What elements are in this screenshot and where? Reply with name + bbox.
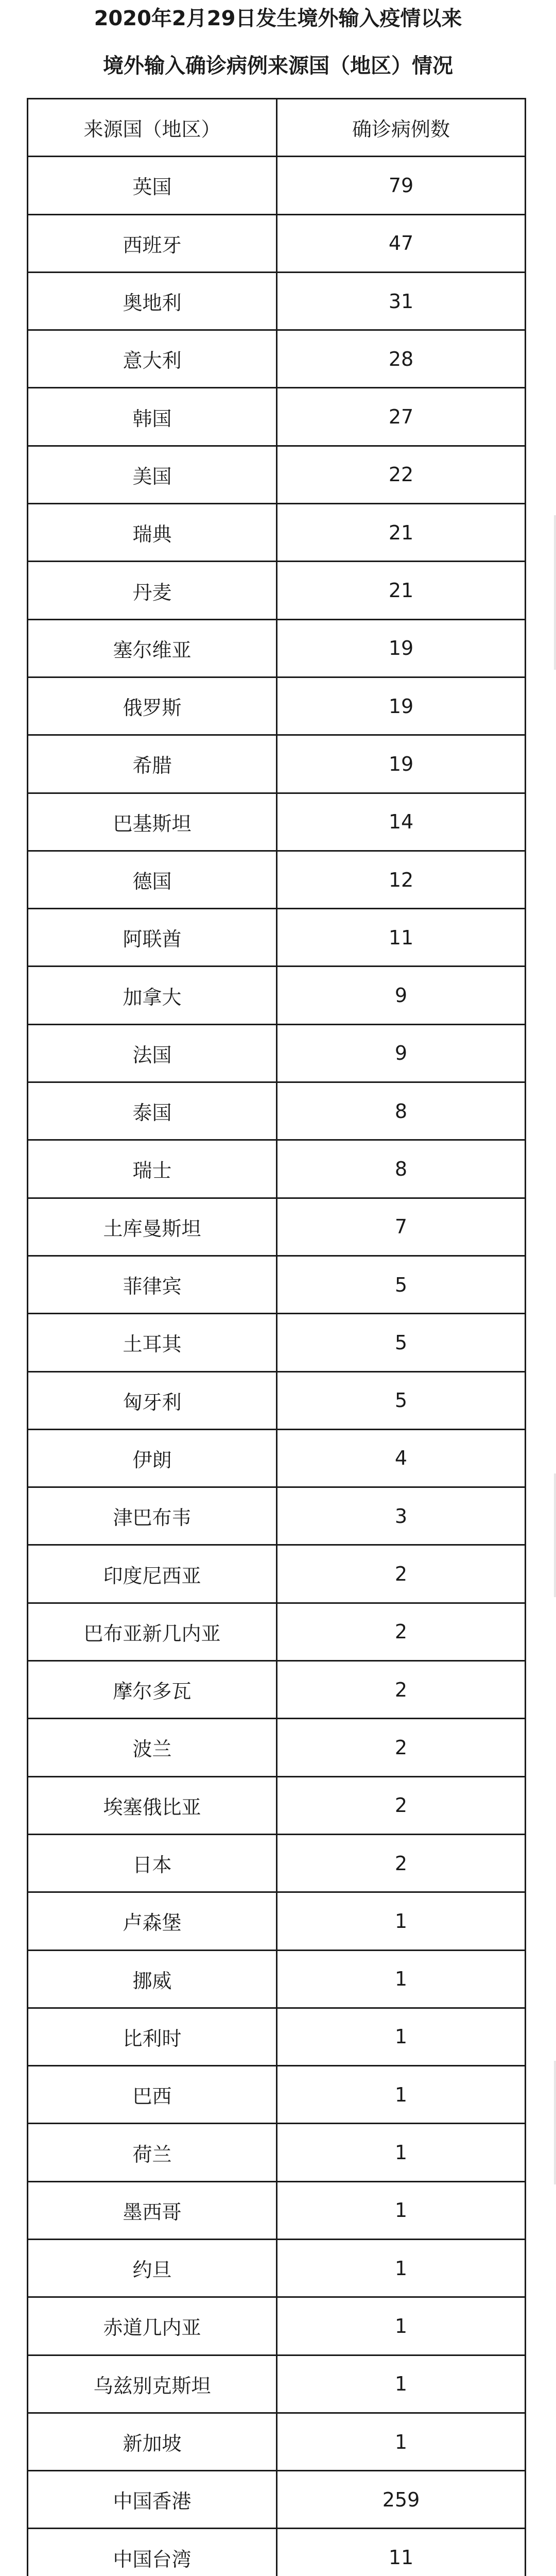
page-title: 2020年2月29日发生境外输入疫情以来 — [94, 7, 462, 30]
table-cell-region: 意大利 — [28, 330, 277, 388]
table-cell-count: 1 — [277, 1892, 526, 1950]
table-row — [28, 388, 526, 446]
table-cell-count: 1 — [277, 2413, 526, 2470]
table-cell-region: 伊朗 — [28, 1429, 277, 1487]
scrollbar-track-hint — [554, 515, 556, 670]
table-row — [28, 1082, 526, 1140]
table-cell-count: 19 — [277, 619, 526, 677]
table-cell-region: 津巴布韦 — [28, 1487, 277, 1545]
table-row — [28, 1314, 526, 1371]
table-cell-region: 西班牙 — [28, 214, 277, 272]
table-cell-count: 259 — [277, 2471, 526, 2529]
table-cell-count: 27 — [277, 388, 526, 446]
table-row — [28, 1487, 526, 1545]
table-cell-region: 卢森堡 — [28, 1892, 277, 1950]
table-cell-region: 挪威 — [28, 1950, 277, 2008]
table-cell-region: 埃塞俄比亚 — [28, 1776, 277, 1834]
table-cell-region: 英国 — [28, 157, 277, 214]
table-row — [28, 2066, 526, 2124]
table-cell-region: 墨西哥 — [28, 2181, 277, 2239]
table-cell-count: 9 — [277, 1024, 526, 1082]
table-cell-count: 1 — [277, 2066, 526, 2124]
table-cell-region: 乌兹别克斯坦 — [28, 2355, 277, 2413]
table-row — [28, 2355, 526, 2413]
table-cell-region: 俄罗斯 — [28, 677, 277, 735]
table-cell-region: 阿联酋 — [28, 909, 277, 967]
table-row — [28, 2181, 526, 2239]
table-row — [28, 214, 526, 272]
table-cell-count: 1 — [277, 2297, 526, 2355]
table-cell-region: 中国香港 — [28, 2471, 277, 2529]
table-cell-count: 3 — [277, 1487, 526, 1545]
table-cell-region: 美国 — [28, 446, 277, 503]
table-cell-count: 1 — [277, 1950, 526, 2008]
table-cell-region: 新加坡 — [28, 2413, 277, 2470]
table-row — [28, 157, 526, 214]
table-cell-count: 19 — [277, 735, 526, 793]
table-cell-region: 匈牙利 — [28, 1371, 277, 1429]
table-cell-region: 土耳其 — [28, 1314, 277, 1371]
table-cell-count: 21 — [277, 504, 526, 562]
table-row — [28, 1892, 526, 1950]
table-row — [28, 1950, 526, 2008]
table-cell-region: 希腊 — [28, 735, 277, 793]
table-cell-count: 4 — [277, 1429, 526, 1487]
table-cell-count: 28 — [277, 330, 526, 388]
scrollbar-track-hint — [554, 2061, 556, 2184]
table-row — [28, 330, 526, 388]
table-row — [28, 619, 526, 677]
table-cell-count: 11 — [277, 909, 526, 967]
table-cell-region: 奥地利 — [28, 272, 277, 330]
table-cell-count: 14 — [277, 793, 526, 851]
table-cell-region: 印度尼西亚 — [28, 1545, 277, 1603]
table-cell-count: 5 — [277, 1256, 526, 1313]
table-cell-region: 巴基斯坦 — [28, 793, 277, 851]
table-cell-count: 1 — [277, 2239, 526, 2297]
header-confirmed-count: 确诊病例数 — [277, 99, 526, 157]
table-cell-count: 1 — [277, 2355, 526, 2413]
table-row — [28, 562, 526, 619]
table-row — [28, 735, 526, 793]
table-cell-count: 8 — [277, 1082, 526, 1140]
table-row — [28, 1024, 526, 1082]
table-row — [28, 504, 526, 562]
table-header-row — [28, 99, 526, 157]
scrollbar-track-hint — [554, 1473, 556, 1597]
table-row — [28, 909, 526, 967]
table-cell-region: 瑞典 — [28, 504, 277, 562]
table-cell-count: 47 — [277, 214, 526, 272]
table-cell-region: 约旦 — [28, 2239, 277, 2297]
table-row — [28, 2297, 526, 2355]
table-cell-region: 德国 — [28, 851, 277, 908]
table-row — [28, 2239, 526, 2297]
table-cell-count: 79 — [277, 157, 526, 214]
table-cell-count: 2 — [277, 1776, 526, 1834]
table-cell-region: 巴布亚新几内亚 — [28, 1603, 277, 1660]
table-cell-region: 荷兰 — [28, 2124, 277, 2181]
table-row — [28, 2413, 526, 2470]
table-cell-region: 土库曼斯坦 — [28, 1198, 277, 1256]
table-row — [28, 967, 526, 1024]
table-cell-region: 比利时 — [28, 2008, 277, 2065]
table-row — [28, 1371, 526, 1429]
table-cell-region: 韩国 — [28, 388, 277, 446]
table-cell-count: 9 — [277, 967, 526, 1024]
table-cell-count: 5 — [277, 1371, 526, 1429]
table-row — [28, 2124, 526, 2181]
table-cell-count: 8 — [277, 1140, 526, 1198]
table-cell-count: 11 — [277, 2529, 526, 2576]
table-cell-region: 丹麦 — [28, 562, 277, 619]
table-cell-region: 赤道几内亚 — [28, 2297, 277, 2355]
table-row — [28, 2471, 526, 2529]
table-row — [28, 1429, 526, 1487]
cases-table-container — [27, 98, 525, 2576]
table-row — [28, 677, 526, 735]
table-cell-count: 1 — [277, 2124, 526, 2181]
table-row — [28, 2529, 526, 2576]
table-cell-count: 22 — [277, 446, 526, 503]
table-cell-region: 瑞士 — [28, 1140, 277, 1198]
table-cell-count: 2 — [277, 1545, 526, 1603]
table-cell-count: 1 — [277, 2181, 526, 2239]
table-row — [28, 851, 526, 908]
table-row — [28, 1834, 526, 1892]
table-row — [28, 2008, 526, 2065]
table-cell-count: 31 — [277, 272, 526, 330]
table-cell-region: 塞尔维亚 — [28, 619, 277, 677]
table-cell-region: 波兰 — [28, 1719, 277, 1776]
table-cell-count: 2 — [277, 1603, 526, 1660]
cases-by-origin-table — [27, 98, 526, 2576]
table-row — [28, 1256, 526, 1313]
table-cell-region: 法国 — [28, 1024, 277, 1082]
table-cell-region: 日本 — [28, 1834, 277, 1892]
table-row — [28, 1603, 526, 1660]
table-row — [28, 1545, 526, 1603]
table-cell-region: 菲律宾 — [28, 1256, 277, 1313]
table-cell-region: 中国台湾 — [28, 2529, 277, 2576]
table-row — [28, 793, 526, 851]
table-cell-count: 2 — [277, 1661, 526, 1719]
table-row — [28, 272, 526, 330]
table-cell-region: 摩尔多瓦 — [28, 1661, 277, 1719]
table-cell-count: 12 — [277, 851, 526, 908]
page-subtitle: 境外输入确诊病例来源国（地区）情况 — [103, 54, 453, 78]
table-row — [28, 446, 526, 503]
table-body — [28, 99, 526, 2576]
table-cell-region: 巴西 — [28, 2066, 277, 2124]
table-cell-count: 7 — [277, 1198, 526, 1256]
table-row — [28, 1776, 526, 1834]
table-row — [28, 1198, 526, 1256]
header-origin-region: 来源国（地区） — [28, 99, 277, 157]
table-cell-count: 5 — [277, 1314, 526, 1371]
table-cell-region: 加拿大 — [28, 967, 277, 1024]
table-cell-count: 2 — [277, 1834, 526, 1892]
table-cell-count: 21 — [277, 562, 526, 619]
table-cell-region: 泰国 — [28, 1082, 277, 1140]
table-row — [28, 1140, 526, 1198]
table-cell-count: 1 — [277, 2008, 526, 2065]
table-cell-count: 19 — [277, 677, 526, 735]
table-cell-count: 2 — [277, 1719, 526, 1776]
table-row — [28, 1661, 526, 1719]
table-row — [28, 1719, 526, 1776]
